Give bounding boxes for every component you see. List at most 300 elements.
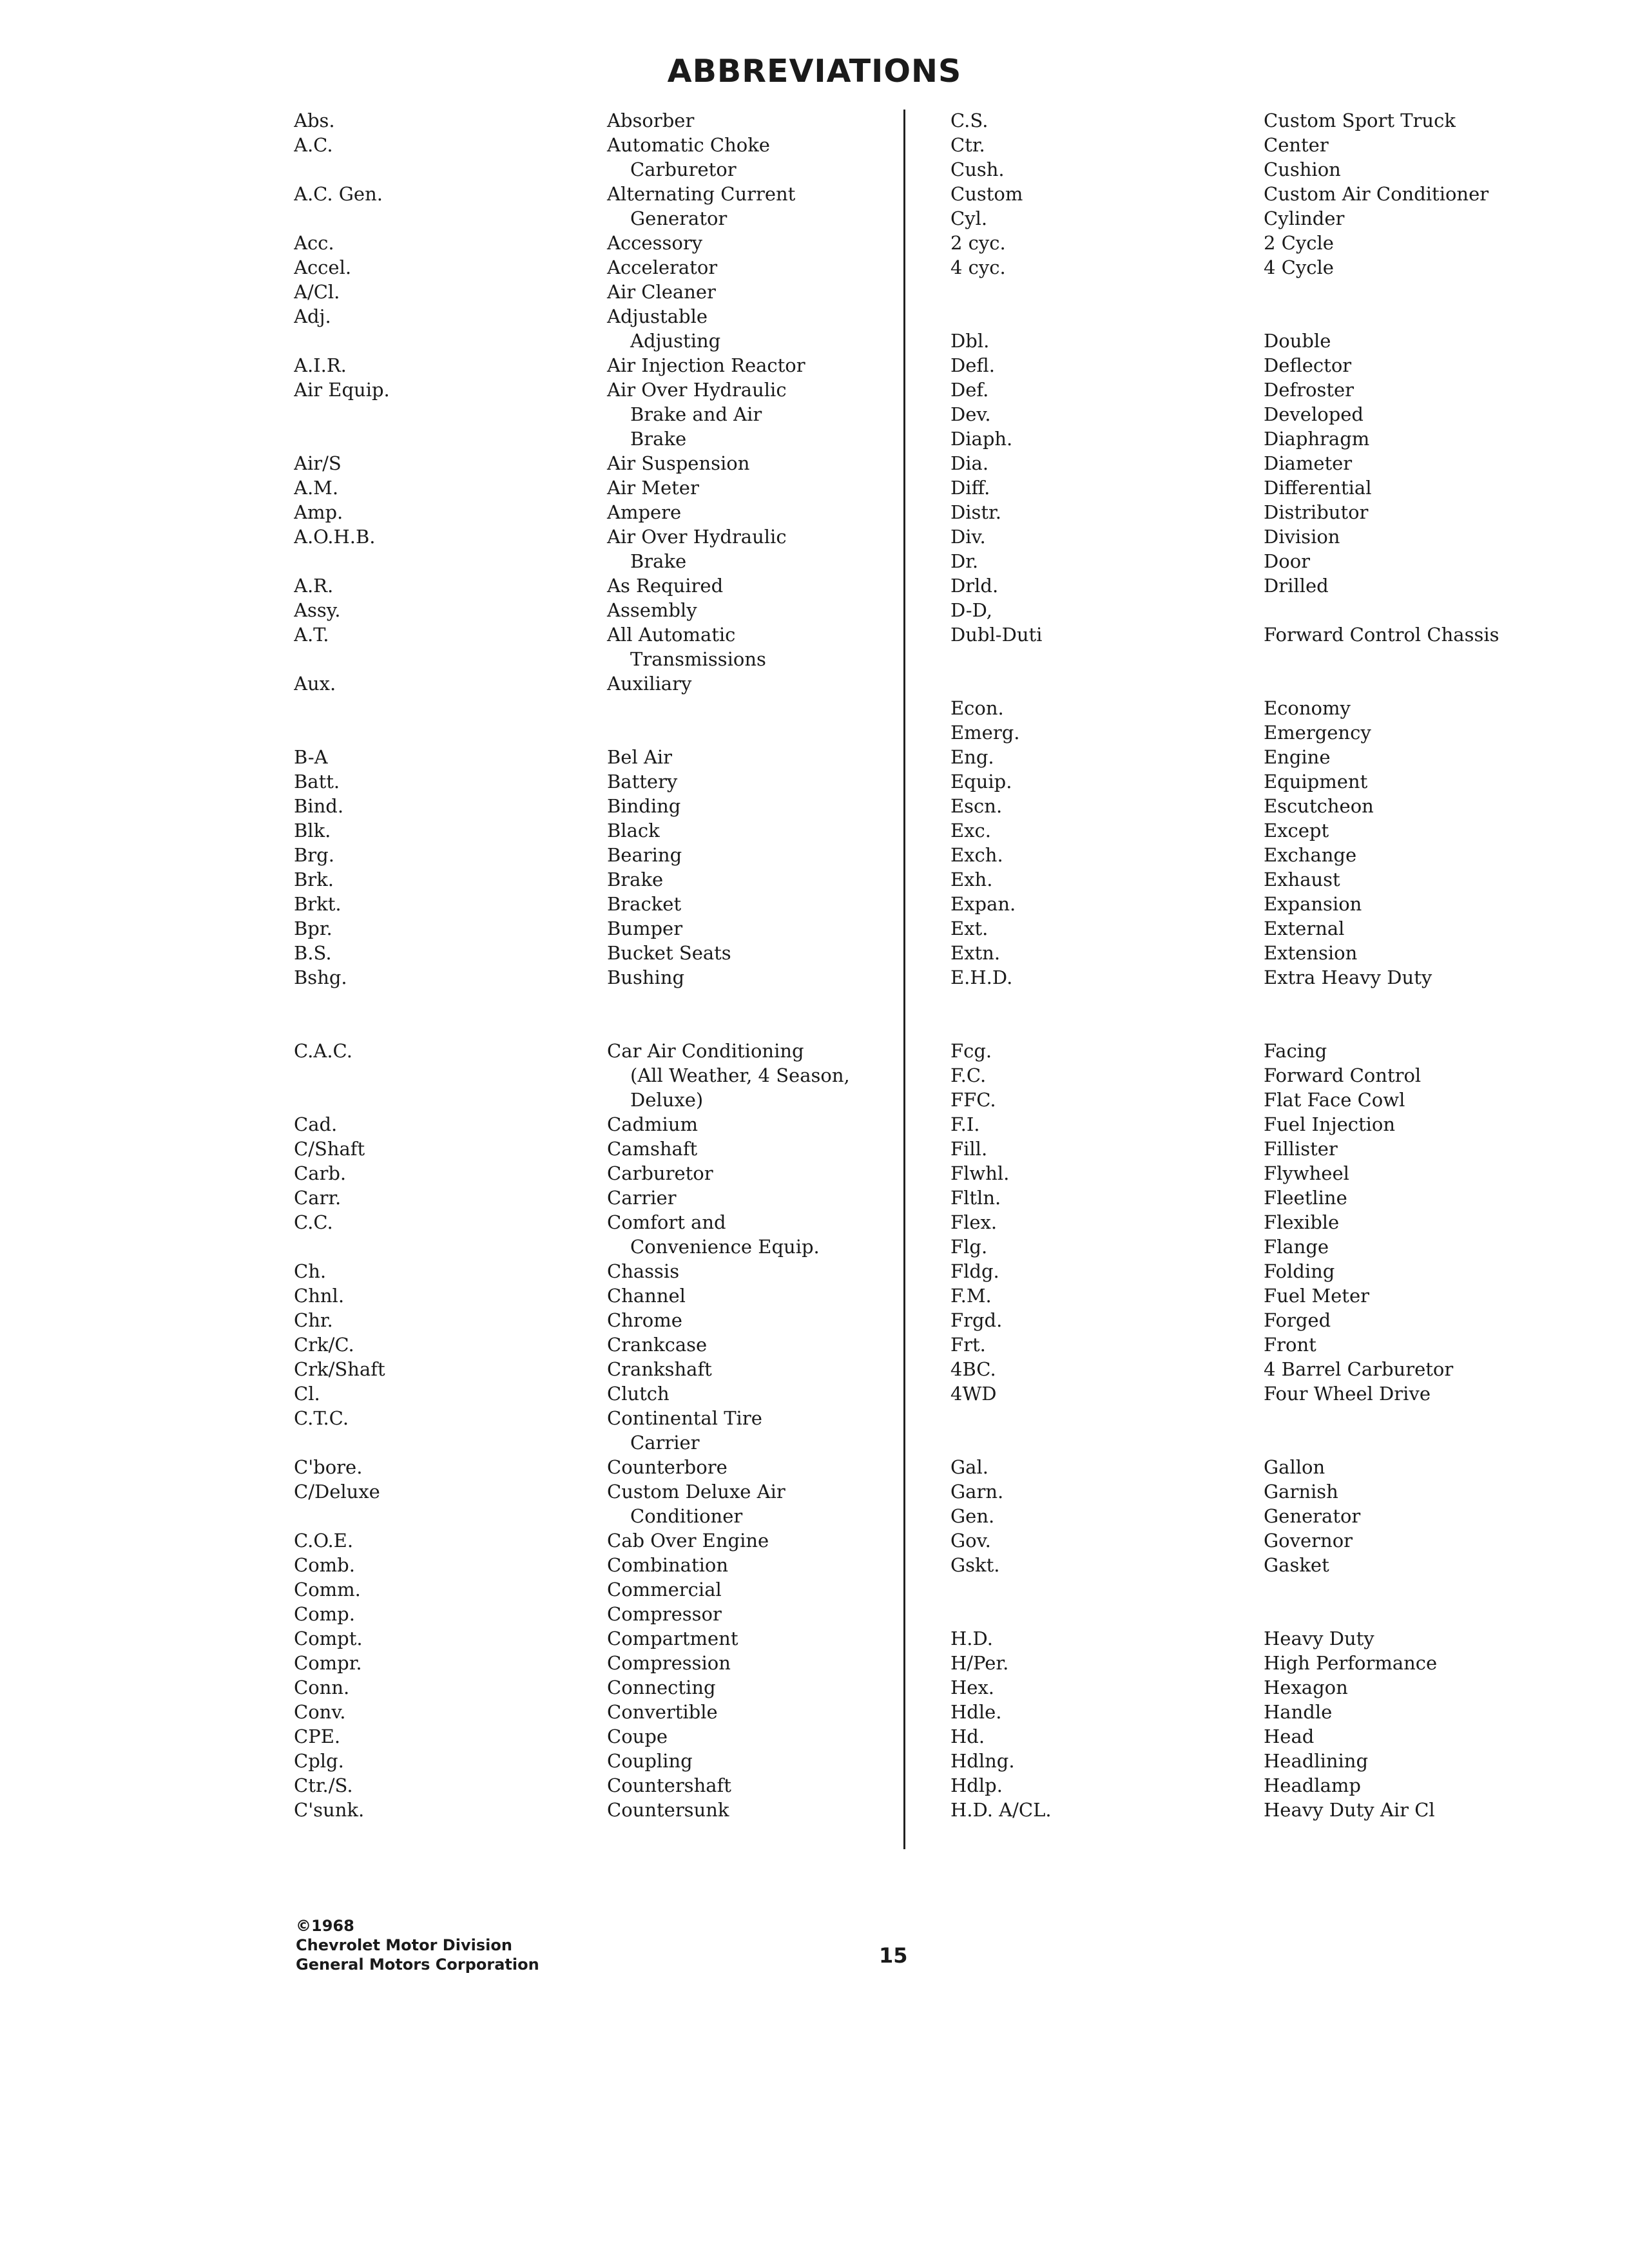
- abbreviation-term: [294, 1479, 595, 1504]
- definition-line: Chassis: [607, 1260, 680, 1282]
- definition-line: Auxiliary: [607, 673, 692, 695]
- abbreviation-entry: [294, 1626, 877, 1651]
- abbreviation-term: [950, 108, 1260, 133]
- abbreviation-term: [294, 1553, 595, 1577]
- abbreviation-text: Comp.: [294, 1603, 360, 1625]
- abbreviation-term: [950, 696, 1260, 720]
- section-gap: [950, 647, 1601, 696]
- abbreviation-definition: [1264, 1161, 1601, 1186]
- abbreviation-definition: [607, 1700, 877, 1724]
- definition-line: Air Suspension: [607, 452, 750, 474]
- abbreviation-term: [294, 304, 595, 329]
- abbreviation-text: Adj.: [294, 305, 336, 327]
- abbreviation-entry: [950, 843, 1601, 867]
- definition-continuation: Carrier: [630, 1432, 700, 1454]
- definition-line: Channel: [607, 1285, 686, 1307]
- abbreviation-term: [294, 1700, 595, 1724]
- abbreviation-entry: [950, 867, 1601, 892]
- copyright-year: ©1968: [296, 1917, 354, 1935]
- abbreviation-entry: [950, 1700, 1601, 1724]
- definition-line: Generator: [1264, 1505, 1361, 1527]
- abbreviation-definition: [607, 1308, 877, 1332]
- abbreviation-definition: [1264, 1504, 1601, 1528]
- abbreviation-entry: [950, 500, 1601, 524]
- abbreviation-term: [950, 1651, 1260, 1675]
- abbreviation-text: E.H.D.: [950, 966, 1017, 988]
- abbreviation-definition: [1264, 598, 1601, 622]
- abbreviation-entry: [950, 206, 1601, 231]
- abbreviation-entry: [950, 1088, 1601, 1112]
- abbreviation-term: [294, 1749, 595, 1773]
- abbreviation-term: [950, 1332, 1260, 1357]
- abbreviation-term: [294, 794, 595, 818]
- abbreviation-definition: [607, 622, 877, 671]
- abbreviation-term: [294, 1651, 595, 1675]
- abbreviation-definition: [607, 1186, 877, 1210]
- definition-line: Assembly: [607, 599, 697, 621]
- abbreviation-term: [950, 1675, 1260, 1700]
- abbreviation-term: [950, 1186, 1260, 1210]
- abbreviation-entry: [950, 329, 1601, 353]
- abbreviation-text: Compr.: [294, 1652, 367, 1674]
- definition-line: Extra Heavy Duty: [1264, 966, 1432, 988]
- abbreviation-definition: [1264, 843, 1601, 867]
- abbreviation-definition: [1264, 476, 1601, 500]
- abbreviation-text: F.C.: [950, 1064, 991, 1086]
- definition-line: Hexagon: [1264, 1677, 1348, 1698]
- abbreviation-entry: [294, 671, 877, 696]
- abbreviation-definition: [607, 1553, 877, 1577]
- abbreviation-term: [950, 329, 1260, 353]
- abbreviation-term: [294, 1259, 595, 1283]
- abbreviation-definition: [1264, 1112, 1601, 1137]
- abbreviation-definition: [1264, 1210, 1601, 1235]
- abbreviation-text: Cad.: [294, 1113, 342, 1135]
- abbreviation-term: [950, 1259, 1260, 1283]
- abbreviation-definition: [607, 769, 877, 794]
- abbreviation-definition: [1264, 1332, 1601, 1357]
- abbreviation-definition: [1264, 1455, 1601, 1479]
- abbreviation-text: Gskt.: [950, 1554, 1005, 1576]
- abbreviation-term: [950, 867, 1260, 892]
- abbreviation-entry: [294, 1283, 877, 1308]
- abbreviation-definition: [1264, 206, 1601, 231]
- abbreviation-definition: [607, 451, 877, 476]
- definition-line: Forward Control: [1264, 1064, 1422, 1086]
- abbreviation-entry: [294, 231, 877, 255]
- abbreviation-term: [950, 1381, 1260, 1406]
- abbreviation-term: [294, 476, 595, 500]
- abbreviation-definition: [1264, 696, 1601, 720]
- abbreviation-term: [294, 1332, 595, 1357]
- abbreviation-text: F.I.: [950, 1113, 985, 1135]
- abbreviation-text: Escn.: [950, 795, 1007, 817]
- left-column: [294, 108, 877, 1822]
- definition-line: Equipment: [1264, 771, 1368, 793]
- abbreviation-term: [294, 1602, 595, 1626]
- abbreviation-text: Gen.: [950, 1505, 999, 1527]
- abbreviation-term: [294, 1112, 595, 1137]
- abbreviation-definition: [607, 500, 877, 524]
- section-gap: [294, 990, 877, 1039]
- abbreviation-text: Diaph.: [950, 428, 1017, 450]
- abbreviation-text: Abs.: [294, 110, 340, 131]
- abbreviation-term: [950, 1308, 1260, 1332]
- definition-line: Fleetline: [1264, 1187, 1347, 1209]
- abbreviation-term: [950, 133, 1260, 157]
- abbreviation-definition: [607, 1332, 877, 1357]
- abbreviation-definition: [1264, 1063, 1601, 1088]
- abbreviation-entry: [294, 598, 877, 622]
- abbreviation-definition: [607, 1137, 877, 1161]
- abbreviation-text: Hex.: [950, 1677, 999, 1698]
- abbreviation-text: C.T.C.: [294, 1407, 354, 1429]
- abbreviation-definition: [607, 941, 877, 965]
- abbreviation-entry: [950, 1308, 1601, 1332]
- abbreviation-text: Div.: [950, 526, 991, 548]
- abbreviation-entry: [294, 941, 877, 965]
- definition-line: Differential: [1264, 477, 1372, 499]
- definition-line: 4 Cycle: [1264, 256, 1334, 278]
- abbreviation-definition: [607, 1283, 877, 1308]
- abbreviation-definition: [607, 573, 877, 598]
- abbreviation-definition: [1264, 500, 1601, 524]
- abbreviation-definition: [1264, 892, 1601, 916]
- abbreviation-definition: [1264, 622, 1601, 647]
- abbreviation-text: Hd.: [950, 1725, 990, 1747]
- abbreviation-definition: [1264, 1308, 1601, 1332]
- definition-line: Counterbore: [607, 1456, 728, 1478]
- abbreviation-term: [950, 1504, 1260, 1528]
- abbreviation-text: Econ.: [950, 697, 1009, 719]
- abbreviation-text: Hdle.: [950, 1701, 1007, 1723]
- abbreviation-definition: [607, 867, 877, 892]
- abbreviation-entry: [950, 1137, 1601, 1161]
- abbreviation-entry: [294, 1773, 877, 1798]
- definition-continuation: Brake: [630, 550, 687, 572]
- definition-line: Headlining: [1264, 1750, 1369, 1772]
- abbreviation-definition: [1264, 231, 1601, 255]
- definition-line: Flat Face Cowl: [1264, 1089, 1405, 1111]
- abbreviation-entry: [950, 916, 1601, 941]
- abbreviation-text: Bind.: [294, 795, 349, 817]
- abbreviation-entry: [294, 1675, 877, 1700]
- abbreviation-term: [294, 1675, 595, 1700]
- abbreviation-entry: [950, 1381, 1601, 1406]
- definition-line: Fillister: [1264, 1138, 1338, 1160]
- abbreviation-text: Frgd.: [950, 1309, 1007, 1331]
- abbreviation-entry: [950, 427, 1601, 451]
- abbreviation-definition: [607, 1577, 877, 1602]
- definition-line: Bushing: [607, 966, 685, 988]
- abbreviation-term: [950, 941, 1260, 965]
- abbreviation-term: [950, 1210, 1260, 1235]
- abbreviation-text: Carr.: [294, 1187, 346, 1209]
- abbreviation-term: [950, 1749, 1260, 1773]
- abbreviation-text: Frt.: [950, 1334, 991, 1356]
- abbreviation-definition: [1264, 916, 1601, 941]
- definition-line: Handle: [1264, 1701, 1333, 1723]
- abbreviation-term: [294, 1528, 595, 1553]
- definition-line: High Performance: [1264, 1652, 1438, 1674]
- definition-line: Air Over Hydraulic: [607, 526, 787, 548]
- definition-line: Bracket: [607, 893, 682, 915]
- abbreviation-term: [294, 598, 595, 622]
- abbreviation-term: [950, 1063, 1260, 1088]
- abbreviation-term: [950, 378, 1260, 402]
- definition-line: Flywheel: [1264, 1162, 1349, 1184]
- abbreviation-text: 2 cyc.: [950, 232, 1011, 254]
- abbreviation-text: 4BC.: [950, 1358, 1001, 1380]
- abbreviation-entry: [294, 1357, 877, 1381]
- abbreviation-definition: [607, 1626, 877, 1651]
- abbreviation-text: Comb.: [294, 1554, 360, 1576]
- abbreviation-text: H.D. A/CL.: [950, 1799, 1057, 1821]
- abbreviation-term: [294, 182, 595, 206]
- definition-line: Cab Over Engine: [607, 1530, 769, 1552]
- definition-line: Drilled: [1264, 575, 1329, 597]
- definition-line: Custom Sport Truck: [1264, 110, 1456, 131]
- definition-line: Diaphragm: [1264, 428, 1370, 450]
- definition-line: Commercial: [607, 1579, 722, 1600]
- abbreviation-definition: [1264, 720, 1601, 745]
- abbreviation-definition: [1264, 1700, 1601, 1724]
- abbreviation-text: Garn.: [950, 1481, 1008, 1503]
- definition-line: Forward Control Chassis: [1264, 624, 1499, 646]
- definition-line: Heavy Duty: [1264, 1628, 1374, 1649]
- abbreviation-term: [950, 206, 1260, 231]
- definition-line: Fuel Meter: [1264, 1285, 1369, 1307]
- abbreviation-text: Ch.: [294, 1260, 331, 1282]
- abbreviation-definition: [1264, 1235, 1601, 1259]
- abbreviation-text: H/Per.: [950, 1652, 1014, 1674]
- abbreviation-term: [294, 573, 595, 598]
- abbreviation-entry: [950, 696, 1601, 720]
- definition-line: Absorber: [607, 110, 695, 131]
- abbreviation-text: Flg.: [950, 1236, 992, 1258]
- abbreviation-text: Equip.: [950, 771, 1017, 793]
- abbreviation-text: Expan.: [950, 893, 1021, 915]
- abbreviation-entry: [950, 182, 1601, 206]
- abbreviation-text: A/Cl.: [294, 281, 345, 303]
- abbreviation-term: [950, 476, 1260, 500]
- abbreviation-definition: [1264, 769, 1601, 794]
- abbreviation-term: [950, 818, 1260, 843]
- abbreviation-term: [294, 1406, 595, 1430]
- abbreviation-term: [950, 622, 1260, 647]
- abbreviation-text: Exh.: [950, 869, 998, 890]
- abbreviation-text: C'sunk.: [294, 1799, 369, 1821]
- definition-line: Crankcase: [607, 1334, 708, 1356]
- abbreviation-definition: [1264, 1675, 1601, 1700]
- abbreviation-text: 4 cyc.: [950, 256, 1011, 278]
- definition-continuation: Conditioner: [630, 1505, 743, 1527]
- abbreviation-entry: [294, 182, 877, 231]
- abbreviation-definition: [607, 1210, 877, 1259]
- abbreviation-term: [950, 1137, 1260, 1161]
- abbreviation-text: Ext.: [950, 918, 993, 939]
- abbreviation-entry: [294, 1749, 877, 1773]
- definition-continuation: Transmissions: [630, 648, 766, 670]
- abbreviation-entry: [950, 1651, 1601, 1675]
- abbreviation-entry: [294, 794, 877, 818]
- abbreviation-term: [950, 1479, 1260, 1504]
- abbreviation-text: Amp.: [294, 501, 348, 523]
- abbreviation-term: [294, 965, 595, 990]
- abbreviation-text: Exch.: [950, 844, 1008, 866]
- abbreviation-definition: [1264, 1651, 1601, 1675]
- definition-line: Accelerator: [607, 256, 718, 278]
- abbreviation-term: [950, 1112, 1260, 1137]
- abbreviation-definition: [607, 133, 877, 182]
- abbreviation-term: [294, 1724, 595, 1749]
- abbreviation-term: [294, 1357, 595, 1381]
- abbreviation-definition: [1264, 1553, 1601, 1577]
- abbreviation-entry: [950, 622, 1601, 647]
- abbreviation-entry: [294, 769, 877, 794]
- abbreviation-term: [950, 549, 1260, 573]
- abbreviation-term: [294, 1455, 595, 1479]
- abbreviation-term: [950, 1357, 1260, 1381]
- abbreviation-entry: [950, 353, 1601, 378]
- abbreviation-term: [950, 794, 1260, 818]
- abbreviation-term: [294, 451, 595, 476]
- definition-line: Bel Air: [607, 746, 673, 768]
- definition-line: Economy: [1264, 697, 1351, 719]
- abbreviation-definition: [1264, 353, 1601, 378]
- abbreviation-term: [294, 1773, 595, 1798]
- abbreviation-entry: [950, 1063, 1601, 1088]
- abbreviation-term: [294, 1381, 595, 1406]
- definition-line: Double: [1264, 330, 1331, 352]
- definition-line: Cushion: [1264, 159, 1341, 180]
- abbreviation-text: CPE.: [294, 1725, 345, 1747]
- definition-line: 4 Barrel Carburetor: [1264, 1358, 1454, 1380]
- abbreviation-term: [294, 892, 595, 916]
- abbreviation-text: Emerg.: [950, 722, 1025, 744]
- abbreviation-definition: [607, 892, 877, 916]
- definition-line: Custom Deluxe Air: [607, 1481, 786, 1503]
- abbreviation-text: Dev.: [950, 403, 996, 425]
- abbreviation-definition: [1264, 573, 1601, 598]
- definition-line: Bumper: [607, 918, 683, 939]
- abbreviation-definition: [1264, 549, 1601, 573]
- abbreviation-entry: [950, 573, 1601, 598]
- abbreviation-text: Hdlp.: [950, 1774, 1008, 1796]
- section-gap: [950, 990, 1601, 1039]
- abbreviation-term: [950, 1528, 1260, 1553]
- abbreviation-text: Compt.: [294, 1628, 368, 1649]
- abbreviation-definition: [1264, 745, 1601, 769]
- abbreviation-text: Flwhl.: [950, 1162, 1014, 1184]
- definition-continuation: Convenience Equip.: [630, 1236, 820, 1258]
- definition-line: Bucket Seats: [607, 942, 731, 964]
- abbreviation-term: [950, 1455, 1260, 1479]
- abbreviation-entry: [950, 524, 1601, 549]
- definition-line: Door: [1264, 550, 1311, 572]
- abbreviation-text: Dr.: [950, 550, 983, 572]
- definition-line: Forged: [1264, 1309, 1331, 1331]
- abbreviation-entry: [950, 1186, 1601, 1210]
- abbreviation-text: Custom: [950, 183, 1028, 205]
- abbreviation-term: [950, 720, 1260, 745]
- publisher-corporation: General Motors Corporation: [296, 1956, 539, 1974]
- abbreviation-definition: [1264, 329, 1601, 353]
- abbreviation-term: [950, 1724, 1260, 1749]
- definition-line: Gasket: [1264, 1554, 1329, 1576]
- abbreviation-text: Dubl-Duti: [950, 624, 1047, 646]
- abbreviation-term: [294, 745, 595, 769]
- definition-line: Coupe: [607, 1725, 668, 1747]
- abbreviation-definition: [607, 1479, 877, 1528]
- definition-line: As Required: [607, 575, 724, 597]
- abbreviation-definition: [607, 304, 877, 353]
- abbreviation-entry: [294, 1186, 877, 1210]
- abbreviation-text: Fldg.: [950, 1260, 1005, 1282]
- abbreviation-term: [950, 157, 1260, 182]
- abbreviation-definition: [607, 1455, 877, 1479]
- abbreviation-entry: [950, 1749, 1601, 1773]
- abbreviation-term: [950, 769, 1260, 794]
- abbreviation-text: Brk.: [294, 869, 339, 890]
- abbreviation-entry: [294, 1332, 877, 1357]
- abbreviation-entry: [294, 892, 877, 916]
- abbreviation-text: Chr.: [294, 1309, 338, 1331]
- abbreviation-entry: [294, 818, 877, 843]
- abbreviation-text: Crk/C.: [294, 1334, 360, 1356]
- abbreviation-term: [294, 1161, 595, 1186]
- abbreviation-term: [950, 598, 1260, 622]
- definition-line: All Automatic: [607, 624, 736, 646]
- abbreviation-definition: [607, 598, 877, 622]
- right-column: [950, 108, 1601, 1822]
- abbreviation-entry: [950, 965, 1601, 990]
- abbreviation-text: Batt.: [294, 771, 345, 793]
- abbreviation-text: Fcg.: [950, 1040, 997, 1062]
- abbreviation-definition: [607, 255, 877, 280]
- definition-line: Exchange: [1264, 844, 1357, 866]
- abbreviation-definition: [1264, 1528, 1601, 1553]
- abbreviation-definition: [607, 524, 877, 573]
- abbreviation-entry: [294, 1577, 877, 1602]
- abbreviation-definition: [1264, 1479, 1601, 1504]
- abbreviation-term: [950, 843, 1260, 867]
- definition-line: Flange: [1264, 1236, 1329, 1258]
- abbreviation-term: [294, 500, 595, 524]
- definition-line: Emergency: [1264, 722, 1371, 744]
- abbreviation-definition: [607, 1259, 877, 1283]
- abbreviation-entry: [950, 1455, 1601, 1479]
- abbreviation-entry: [950, 745, 1601, 769]
- abbreviation-text: A.O.H.B.: [294, 526, 381, 548]
- abbreviation-definition: [607, 378, 877, 451]
- abbreviation-entry: [294, 280, 877, 304]
- abbreviation-entry: [950, 549, 1601, 573]
- abbreviation-text: Distr.: [950, 501, 1007, 523]
- definition-line: Distributor: [1264, 501, 1369, 523]
- abbreviation-definition: [607, 231, 877, 255]
- abbreviation-term: [950, 892, 1260, 916]
- abbreviation-term: [294, 378, 595, 402]
- abbreviation-term: [950, 1553, 1260, 1577]
- abbreviation-entry: [950, 1039, 1601, 1063]
- abbreviation-term: [950, 231, 1260, 255]
- definition-line: Escutcheon: [1264, 795, 1374, 817]
- definition-line: Continental Tire: [607, 1407, 762, 1429]
- abbreviation-entry: [294, 108, 877, 133]
- abbreviation-entry: [950, 1773, 1601, 1798]
- abbreviation-term: [950, 1161, 1260, 1186]
